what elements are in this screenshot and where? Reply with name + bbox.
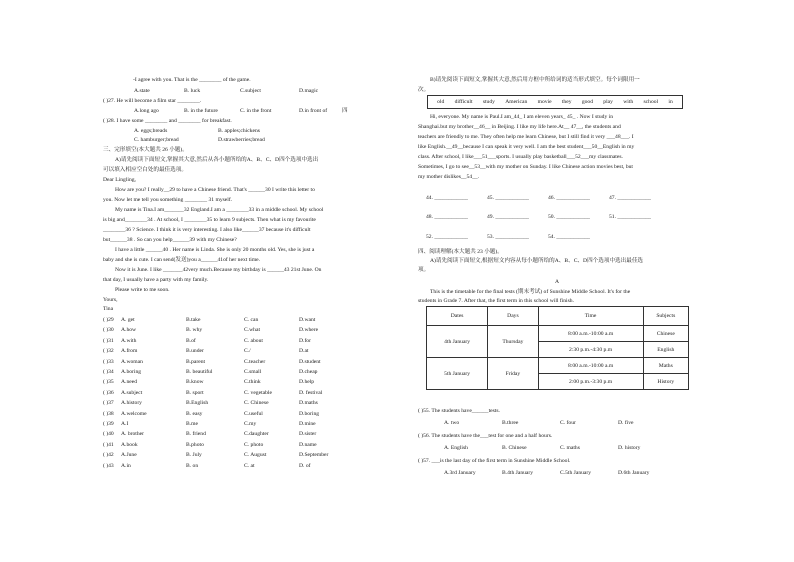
- cloze-question-number: ( )36: [103, 389, 114, 396]
- cloze-option-b[interactable]: B. on: [186, 462, 199, 469]
- cloze-option-d[interactable]: D.sister: [299, 431, 317, 438]
- word-box-item: they: [561, 99, 572, 105]
- table-cell-time: 2:30 p.m.-4:30 p.m: [538, 342, 643, 358]
- q28-option-d[interactable]: D.strawberries;bread: [218, 137, 265, 143]
- cloze-option-d[interactable]: D.name: [299, 441, 317, 448]
- cloze-option-b[interactable]: B.under: [186, 348, 204, 355]
- table-cell-subject: Chinese: [643, 326, 688, 342]
- cloze-option-a[interactable]: A.boring: [121, 369, 142, 375]
- word-box-item: American: [505, 99, 528, 105]
- q55-option-a[interactable]: A. two: [444, 420, 460, 426]
- cloze-option-d[interactable]: D.mine: [299, 421, 316, 427]
- section-4-heading: 四、阅读理解(本大题共 23 小题)。: [418, 249, 503, 255]
- passage-line: that day, I usually have a party with my family.: [103, 277, 209, 283]
- table-cell-subject: History: [643, 374, 688, 390]
- table-cell-time: 8:00 a.m.-10:00 a.m: [538, 358, 643, 374]
- cloze-option-d[interactable]: D.September: [299, 452, 329, 459]
- cloze-question-number: ( )34: [103, 369, 114, 375]
- reading-instruction-1: A)请先阅读下面短文,根据短文内容从每小题所给的A、B、C、D四个选项中选出最佳选: [430, 258, 644, 264]
- answer-blank-45[interactable]: 45. ____________: [487, 195, 529, 201]
- cloze-option-b[interactable]: B.take: [186, 317, 201, 323]
- q57-option-d[interactable]: D.6th January: [618, 470, 650, 476]
- q28-stem: ( )28. I have some ________ and ________ for breakfast.: [103, 118, 232, 124]
- cloze-option-c[interactable]: C. photo: [244, 441, 264, 448]
- cloze-question-number: ( )30: [103, 327, 114, 334]
- cloze-option-c[interactable]: C. about: [244, 337, 263, 344]
- cloze-option-a[interactable]: A.need: [121, 379, 137, 386]
- answer-blank-54[interactable]: 54. ____________: [548, 234, 590, 240]
- answer-blank-49[interactable]: 49. ____________: [487, 214, 529, 220]
- passage-line: teachers are friendly to me. They often help me learn Chinese, but I still find it very ___48___. I: [418, 134, 634, 140]
- cloze-option-b[interactable]: B.know: [186, 379, 204, 386]
- cloze-option-d[interactable]: D.help: [299, 379, 315, 386]
- cloze-option-c[interactable]: C. Chinese: [244, 400, 269, 407]
- q28-option-c[interactable]: C. hamburger;bread: [134, 137, 179, 143]
- q57-option-c[interactable]: C.5th January: [560, 470, 592, 476]
- q27-note: 四: [342, 108, 348, 114]
- cloze-question-number: ( )40: [103, 431, 114, 438]
- cloze-option-b[interactable]: B.photo: [186, 441, 204, 448]
- cloze-option-b[interactable]: B.me: [186, 421, 198, 427]
- cloze-option-c[interactable]: C.what: [244, 327, 261, 334]
- cloze-option-d[interactable]: D. of: [299, 462, 311, 469]
- cloze-question-number: ( )41: [103, 441, 114, 448]
- q56-option-d[interactable]: D. history: [618, 445, 641, 451]
- cloze-option-b[interactable]: B.parent: [186, 358, 206, 365]
- part-a-instruction-2: 可以填入相应空白处的最佳选项。: [103, 167, 187, 173]
- cloze-option-d[interactable]: D.boring: [299, 410, 320, 417]
- cloze-option-b[interactable]: B. friend: [186, 431, 206, 438]
- passage-line: is big and________34 . At school, I ________35 to learn 9 subjects. Then what is my favourite: [103, 217, 316, 223]
- table-cell-day: Thursday: [488, 326, 538, 358]
- q27-option-d[interactable]: D.in front of: [299, 108, 328, 114]
- answer-blank-50[interactable]: 50. ____________: [548, 214, 590, 220]
- q28-option-a[interactable]: A. eggs;breads: [134, 128, 168, 134]
- cloze-option-b[interactable]: B.of: [186, 337, 196, 344]
- q55-option-b[interactable]: B.three: [502, 420, 519, 426]
- cloze-option-a[interactable]: A.from: [121, 348, 138, 355]
- cloze-option-c[interactable]: C. can: [244, 317, 259, 323]
- passage-line: my mother dislikes__54__.: [418, 174, 480, 180]
- cloze-option-a[interactable]: A.how: [121, 327, 137, 334]
- answer-blank-44[interactable]: 44. ____________: [426, 195, 468, 201]
- answer-blank-52[interactable]: 52. ____________: [426, 234, 468, 240]
- q55-stem: ( )55. The students have______tests.: [418, 408, 500, 414]
- passage-line: Dear Lingling,: [103, 177, 136, 183]
- word-box-item: school: [643, 99, 659, 105]
- word-box: [427, 95, 683, 109]
- table-header-dates: Dates: [427, 307, 488, 326]
- intro-line: This is the timetable for the final tests (期末考试) of Sunshine Middle School. It's for the: [430, 289, 631, 295]
- cloze-option-a[interactable]: A. get: [121, 317, 135, 323]
- table-cell-subject: Maths: [643, 358, 688, 374]
- cloze-option-b[interactable]: B.English: [186, 400, 209, 407]
- cloze-option-c[interactable]: C.small: [244, 369, 262, 375]
- q56-option-c[interactable]: C. maths: [560, 445, 580, 451]
- q26-option-a[interactable]: A.state: [134, 88, 150, 94]
- q27-option-c[interactable]: C. in the front: [240, 108, 272, 114]
- q56-stem: ( )56. The students have the___test for one and a half hours.: [418, 433, 553, 439]
- cloze-option-d[interactable]: D.where: [299, 327, 319, 334]
- reading-instruction-2: 项。: [418, 267, 430, 273]
- cloze-option-b[interactable]: B. why: [186, 327, 203, 334]
- q26-option-d[interactable]: D.magic: [299, 88, 319, 94]
- table-cell-date: 4th January: [427, 326, 488, 358]
- answer-blank-46[interactable]: 46. ____________: [548, 195, 590, 201]
- word-box-item: in: [668, 99, 673, 105]
- cloze-option-a[interactable]: A.subject: [121, 389, 143, 396]
- passage-line: Sometimes, I go to see__53__with my mother on Sunday. I like Chinese action movies best, but: [418, 164, 633, 170]
- q55-option-d[interactable]: D. five: [618, 420, 634, 426]
- cloze-option-d[interactable]: D.cheap: [299, 369, 318, 375]
- cloze-option-c[interactable]: C. at: [244, 462, 255, 469]
- answer-blank-51[interactable]: 51. ____________: [609, 214, 651, 220]
- passage-line: class. After school, I like___51___sports. I usually play basketball___52___my classmates.: [418, 154, 623, 160]
- word-box-item: good: [581, 99, 593, 105]
- cloze-option-d[interactable]: D.maths: [299, 400, 318, 407]
- cloze-option-d[interactable]: D.want: [299, 317, 316, 323]
- cloze-question-number: ( )42: [103, 452, 114, 459]
- cloze-option-a[interactable]: A.book: [121, 441, 138, 448]
- q57-option-a[interactable]: A.3rd January: [444, 470, 476, 476]
- q28-option-b[interactable]: B. apples;chickens: [218, 128, 260, 134]
- part-b-instruction-2: 次。: [418, 87, 430, 93]
- cloze-option-b[interactable]: B. sport: [186, 389, 204, 396]
- passage-line: I have a little ______40 . Her name is Linda. She is only 20 months old. Yes, she is just a: [115, 247, 315, 253]
- cloze-option-a[interactable]: A. brother: [121, 431, 144, 438]
- cloze-question-number: ( )29: [103, 317, 114, 323]
- cloze-question-number: ( )31: [103, 337, 114, 344]
- cloze-option-c[interactable]: C.teacher: [244, 358, 266, 365]
- q57-stem: ( )57. ___is the last day of the first term in Sunshine Middle School.: [418, 458, 571, 464]
- passage-line: Tina: [103, 306, 114, 312]
- cloze-option-d[interactable]: D.at: [299, 348, 309, 355]
- word-box-item: with: [623, 99, 634, 105]
- word-box-item: movie: [537, 99, 552, 105]
- cloze-option-b[interactable]: B. beautiful: [186, 369, 213, 375]
- cloze-option-a[interactable]: A.June: [121, 452, 137, 459]
- cloze-question-number: ( )38: [103, 410, 114, 417]
- cloze-option-c[interactable]: C.daughter: [244, 431, 269, 438]
- table-cell-time: 8:00 a.m.-10:00 a.m: [538, 326, 643, 342]
- part-a-instruction-1: A)请先阅读下面短文,掌握其大意,然后从各小题所给的A、B、C、D四个选项中选出: [115, 157, 319, 163]
- passage-line: like English.__49__because I can speak it very well. I am the best student___50__English in my: [418, 144, 635, 150]
- q27-option-a[interactable]: A.long ago: [134, 108, 159, 114]
- cloze-option-c[interactable]: C.my: [244, 421, 257, 427]
- table-cell-subject: English: [643, 342, 688, 358]
- passage-line: How are you? I really__29 to have a Chinese friend. That's ______30 I write this letter to: [115, 187, 315, 193]
- table-cell-time: 2:00 p.m.-3:30 p.m: [538, 374, 643, 390]
- passage-line: you. Now let me tell you something ________ 31 myself.: [103, 197, 233, 203]
- table-header-subjects: Subjects: [643, 307, 688, 326]
- q26-option-c[interactable]: C.subject: [240, 88, 261, 94]
- passage-line: Now it is June. I like _______42very much.Because my birthday is ______43 21st June. On: [115, 267, 322, 273]
- cloze-question-number: ( )33: [103, 358, 114, 365]
- exam-timetable: [426, 306, 689, 390]
- answer-blank-47[interactable]: 47. ____________: [609, 195, 651, 201]
- cloze-question-number: ( )32: [103, 348, 114, 355]
- passage-line: My name is Tina.I am_______32 England.I am a ________33 in a middle school. My school: [115, 207, 324, 213]
- passage-line: but______38 . So can you help______39 with my Chinese?: [103, 237, 237, 243]
- section-3-heading: 三、完形填空(本大题共 26 小题)。: [103, 147, 188, 153]
- table-cell-day: Friday: [488, 358, 538, 390]
- passage-line: Hi, everyone. My name is Paul.I am_44_ I am eleven years_ 45_ . Now I study in: [430, 114, 613, 120]
- passage-line: baby and she is cute. I can send(发送)you a______41of her next time.: [103, 257, 261, 263]
- word-box-item: old: [437, 99, 445, 105]
- q56-option-a[interactable]: A. English: [444, 445, 468, 451]
- cloze-option-a[interactable]: A.in: [121, 462, 131, 469]
- q26-stem: -I agree with you. That is the ________ of the game.: [133, 77, 251, 83]
- cloze-option-c[interactable]: C. August: [244, 452, 267, 459]
- cloze-option-c[interactable]: C. vegetable: [244, 389, 272, 396]
- cloze-option-a[interactable]: A.history: [121, 400, 142, 407]
- passage-line: Shanghai.but my brother__46__ in Beijing. I like my life here.At__ 47__, the students and: [418, 124, 621, 130]
- cloze-option-a[interactable]: A.I: [121, 421, 129, 427]
- cloze-question-number: ( )43: [103, 462, 114, 469]
- q56-option-b[interactable]: B. Chinese: [502, 445, 527, 451]
- cloze-question-number: ( )37: [103, 400, 114, 407]
- cloze-option-b[interactable]: B. July: [186, 452, 202, 459]
- cloze-option-d[interactable]: D. festival: [299, 389, 323, 396]
- cloze-option-d[interactable]: D.for: [299, 337, 311, 344]
- table-header-days: Days: [488, 307, 538, 326]
- word-box-item: difficult: [454, 99, 473, 105]
- cloze-option-a[interactable]: A.with: [121, 337, 137, 344]
- word-box-item: play: [603, 99, 613, 105]
- passage-letter: A: [555, 279, 560, 285]
- q26-option-b[interactable]: B. luck: [184, 88, 201, 94]
- q27-option-b[interactable]: B. in the future: [184, 108, 218, 114]
- passage-line: Yours,: [103, 297, 118, 303]
- intro-line: students in Grade 7. After that, the first term in this school will finish.: [418, 298, 574, 304]
- cloze-option-a[interactable]: A.welcome: [121, 410, 147, 417]
- q55-option-c[interactable]: C. four: [560, 420, 576, 426]
- table-header-time: Time: [538, 307, 643, 326]
- cloze-option-a[interactable]: A.woman: [121, 358, 143, 365]
- part-b-instruction-1: B)请先阅读下面短文,掌握其大意,然后用方框中所给词的适当形式填空。每个词限用一: [430, 77, 640, 83]
- table-cell-date: 5th January: [427, 358, 488, 390]
- cloze-question-number: ( )35: [103, 379, 114, 386]
- cloze-option-c[interactable]: C.useful: [244, 410, 263, 417]
- cloze-option-b[interactable]: B. easy: [186, 410, 203, 417]
- answer-blank-48[interactable]: 48. ____________: [426, 214, 468, 220]
- q57-option-b[interactable]: B.4th January: [502, 470, 534, 476]
- answer-blank-53[interactable]: 53. ____________: [487, 234, 529, 240]
- passage-line: Please write to me soon.: [115, 287, 170, 293]
- cloze-option-c[interactable]: C./: [244, 348, 251, 355]
- cloze-option-c[interactable]: C.think: [244, 379, 261, 386]
- q27-stem: ( )27. He will become a film star ________.: [103, 98, 202, 104]
- cloze-option-d[interactable]: D.student: [299, 358, 321, 365]
- word-box-item: study: [482, 99, 495, 105]
- passage-line: ________36 ? Science. I think it is very interesting. I also like______37 because it's difficult: [103, 227, 311, 233]
- cloze-question-number: ( )39: [103, 421, 114, 427]
